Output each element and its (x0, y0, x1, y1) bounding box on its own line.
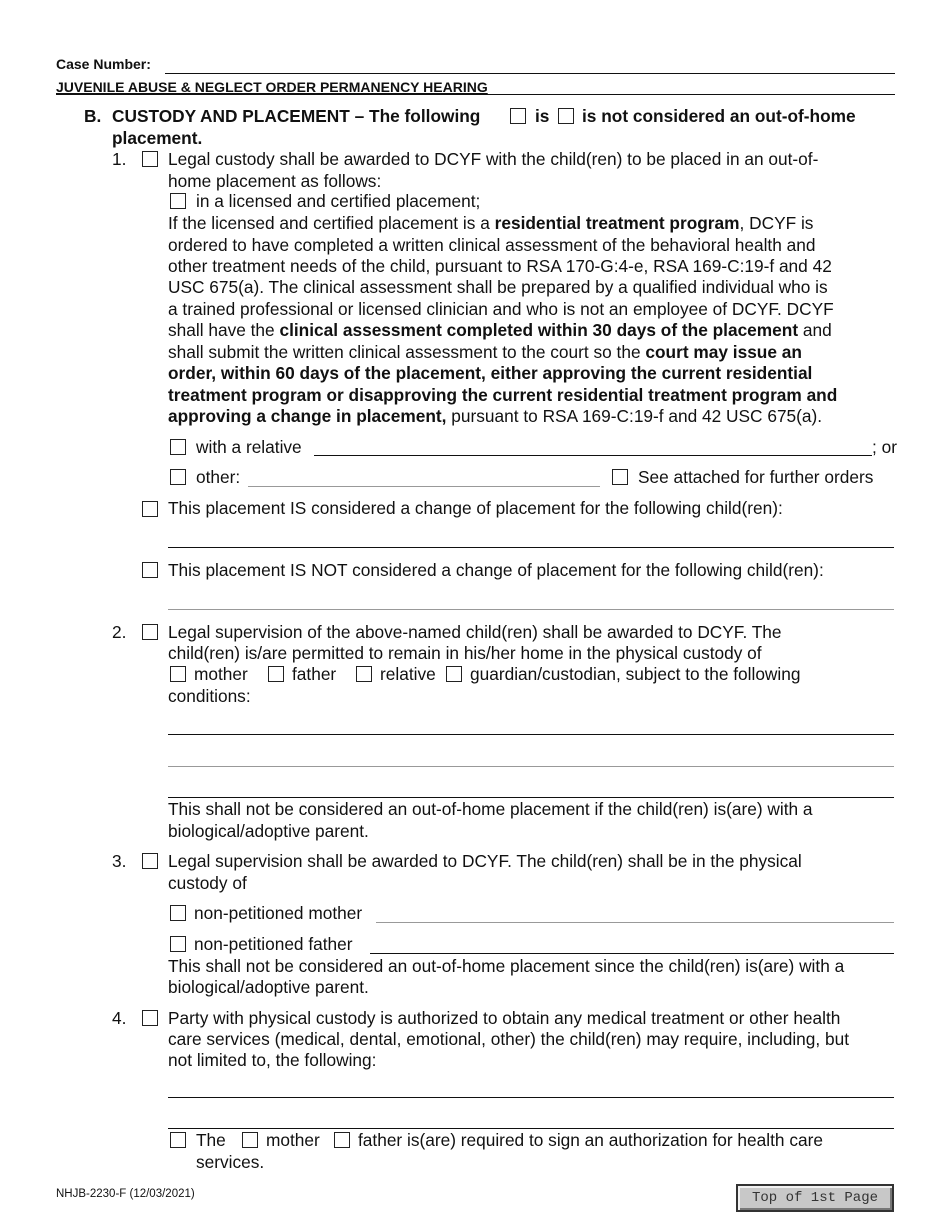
licensed-placement-label: in a licensed and certified placement; (196, 191, 481, 211)
licensed-placement-checkbox[interactable] (170, 193, 186, 209)
item2-number: 2. (112, 622, 127, 642)
item2-text: child(ren) is/are permitted to remain in his/her home in the physical custody of (168, 643, 762, 663)
custody-guardian-checkbox[interactable] (446, 666, 462, 682)
non-petitioned-father-checkbox[interactable] (170, 936, 186, 952)
auth-mother-checkbox[interactable] (242, 1132, 258, 1148)
item3-note: This shall not be considered an out-of-home placement since the child(ren) is(are) with a (168, 956, 845, 976)
item3-text: custody of (168, 873, 247, 893)
is-not-checkbox[interactable] (558, 108, 574, 124)
non-petitioned-father-field[interactable] (370, 953, 894, 954)
rt-paragraph-line: a trained professional or licensed clinician and who is not an employee of DCYF. DCYF (168, 299, 834, 319)
item1-text: Legal custody shall be awarded to DCYF with the child(ren) to be placed in an out-of- (168, 149, 819, 169)
custody-relative-label: relative (380, 664, 436, 684)
see-attached-checkbox[interactable] (612, 469, 628, 485)
is-change-label: This placement IS considered a change of placement for the following child(ren): (168, 498, 783, 518)
auth-father-label: father is(are) required to sign an authorization for health care (358, 1130, 823, 1150)
rt-paragraph-line: shall have the clinical assessment completed within 30 days of the placement and (168, 320, 832, 340)
item2-text: Legal supervision of the above-named child(ren) shall be awarded to DCYF. The (168, 622, 782, 642)
item2-text: conditions: (168, 686, 251, 706)
item2-checkbox[interactable] (142, 624, 158, 640)
is-change-children-field[interactable] (168, 547, 894, 548)
top-of-first-page-button[interactable]: Top of 1st Page (736, 1184, 894, 1212)
custody-father-checkbox[interactable] (268, 666, 284, 682)
medical-treatment-field[interactable] (168, 1097, 894, 1098)
item3-note: biological/adoptive parent. (168, 977, 369, 997)
conditions-field[interactable] (168, 797, 894, 798)
see-attached-label: See attached for further orders (638, 467, 874, 487)
item3-checkbox[interactable] (142, 853, 158, 869)
conditions-field[interactable] (168, 734, 894, 735)
custody-relative-checkbox[interactable] (356, 666, 372, 682)
other-label: other: (196, 467, 241, 487)
custody-mother-checkbox[interactable] (170, 666, 186, 682)
non-petitioned-father-label: non-petitioned father (194, 934, 353, 954)
item1-checkbox[interactable] (142, 151, 158, 167)
auth-the-label: The (196, 1130, 226, 1150)
rt-paragraph-line: USC 675(a). The clinical assessment shall be prepared by a qualified individual who is (168, 277, 828, 297)
section-letter: B. (84, 106, 102, 126)
with-relative-label: with a relative (196, 437, 302, 457)
rt-paragraph-line: If the licensed and certified placement is a residential treatment program, DCYF is (168, 213, 814, 233)
other-checkbox[interactable] (170, 469, 186, 485)
conditions-field[interactable] (168, 766, 894, 767)
rt-paragraph-line: order, within 60 days of the placement, either approving the current residential (168, 363, 813, 383)
item1-number: 1. (112, 149, 127, 169)
rt-paragraph-line: treatment program or disapproving the current residential treatment program and (168, 385, 838, 405)
case-number-field[interactable] (165, 73, 895, 74)
rt-paragraph-line: other treatment needs of the child, pursuant to RSA 170-G:4-e, RSA 169-C:19-f and 42 (168, 256, 832, 276)
auth-father-checkbox[interactable] (334, 1132, 350, 1148)
form-code: NHJB-2230-F (12/03/2021) (56, 1188, 195, 1200)
item4-text: care services (medical, dental, emotional, other) the child(ren) may require, including, but (168, 1029, 850, 1049)
relative-or-text: ; or (872, 437, 897, 457)
custody-mother-label: mother (194, 664, 248, 684)
is-change-checkbox[interactable] (142, 501, 158, 517)
auth-the-checkbox[interactable] (170, 1132, 186, 1148)
custody-guardian-label: guardian/custodian, subject to the following (470, 664, 801, 684)
medical-treatment-field[interactable] (168, 1128, 894, 1129)
section-title-line2: placement. (112, 128, 203, 148)
item2-note: biological/adoptive parent. (168, 821, 369, 841)
item2-note: This shall not be considered an out-of-home placement if the child(ren) is(are) with a (168, 799, 813, 819)
section-title: CUSTODY AND PLACEMENT – The following (112, 106, 481, 126)
non-petitioned-mother-checkbox[interactable] (170, 905, 186, 921)
with-relative-checkbox[interactable] (170, 439, 186, 455)
is-not-change-checkbox[interactable] (142, 562, 158, 578)
relative-name-field[interactable] (314, 455, 872, 456)
is-not-change-label: This placement IS NOT considered a change of placement for the following child(ren): (168, 560, 824, 580)
rt-paragraph-line: ordered to have completed a written clinical assessment of the behavioral health and (168, 235, 816, 255)
item1-text: home placement as follows: (168, 171, 382, 191)
section-title-is-not: is not considered an out-of-home (582, 106, 856, 126)
item4-text: not limited to, the following: (168, 1050, 377, 1070)
is-checkbox[interactable] (510, 108, 526, 124)
rt-paragraph-line: shall submit the written clinical assessment to the court so the court may issue an (168, 342, 802, 362)
auth-text-line2: services. (196, 1152, 265, 1172)
item4-checkbox[interactable] (142, 1010, 158, 1026)
non-petitioned-mother-field[interactable] (376, 922, 894, 923)
is-not-change-children-field[interactable] (168, 609, 894, 610)
form-title: JUVENILE ABUSE & NEGLECT ORDER PERMANENCY HEARING (56, 79, 488, 95)
item3-number: 3. (112, 851, 127, 871)
custody-father-label: father (292, 664, 337, 684)
item4-number: 4. (112, 1008, 127, 1028)
case-number-label: Case Number: (56, 56, 151, 72)
header-divider (56, 94, 895, 95)
item4-text: Party with physical custody is authorized to obtain any medical treatment or other health (168, 1008, 841, 1028)
section-title-is: is (535, 106, 550, 126)
auth-mother-label: mother (266, 1130, 320, 1150)
rt-paragraph-line: approving a change in placement, pursuant to RSA 169-C:19-f and 42 USC 675(a). (168, 406, 823, 426)
other-field[interactable] (248, 486, 600, 487)
non-petitioned-mother-label: non-petitioned mother (194, 903, 363, 923)
item3-text: Legal supervision shall be awarded to DCYF. The child(ren) shall be in the physical (168, 851, 802, 871)
